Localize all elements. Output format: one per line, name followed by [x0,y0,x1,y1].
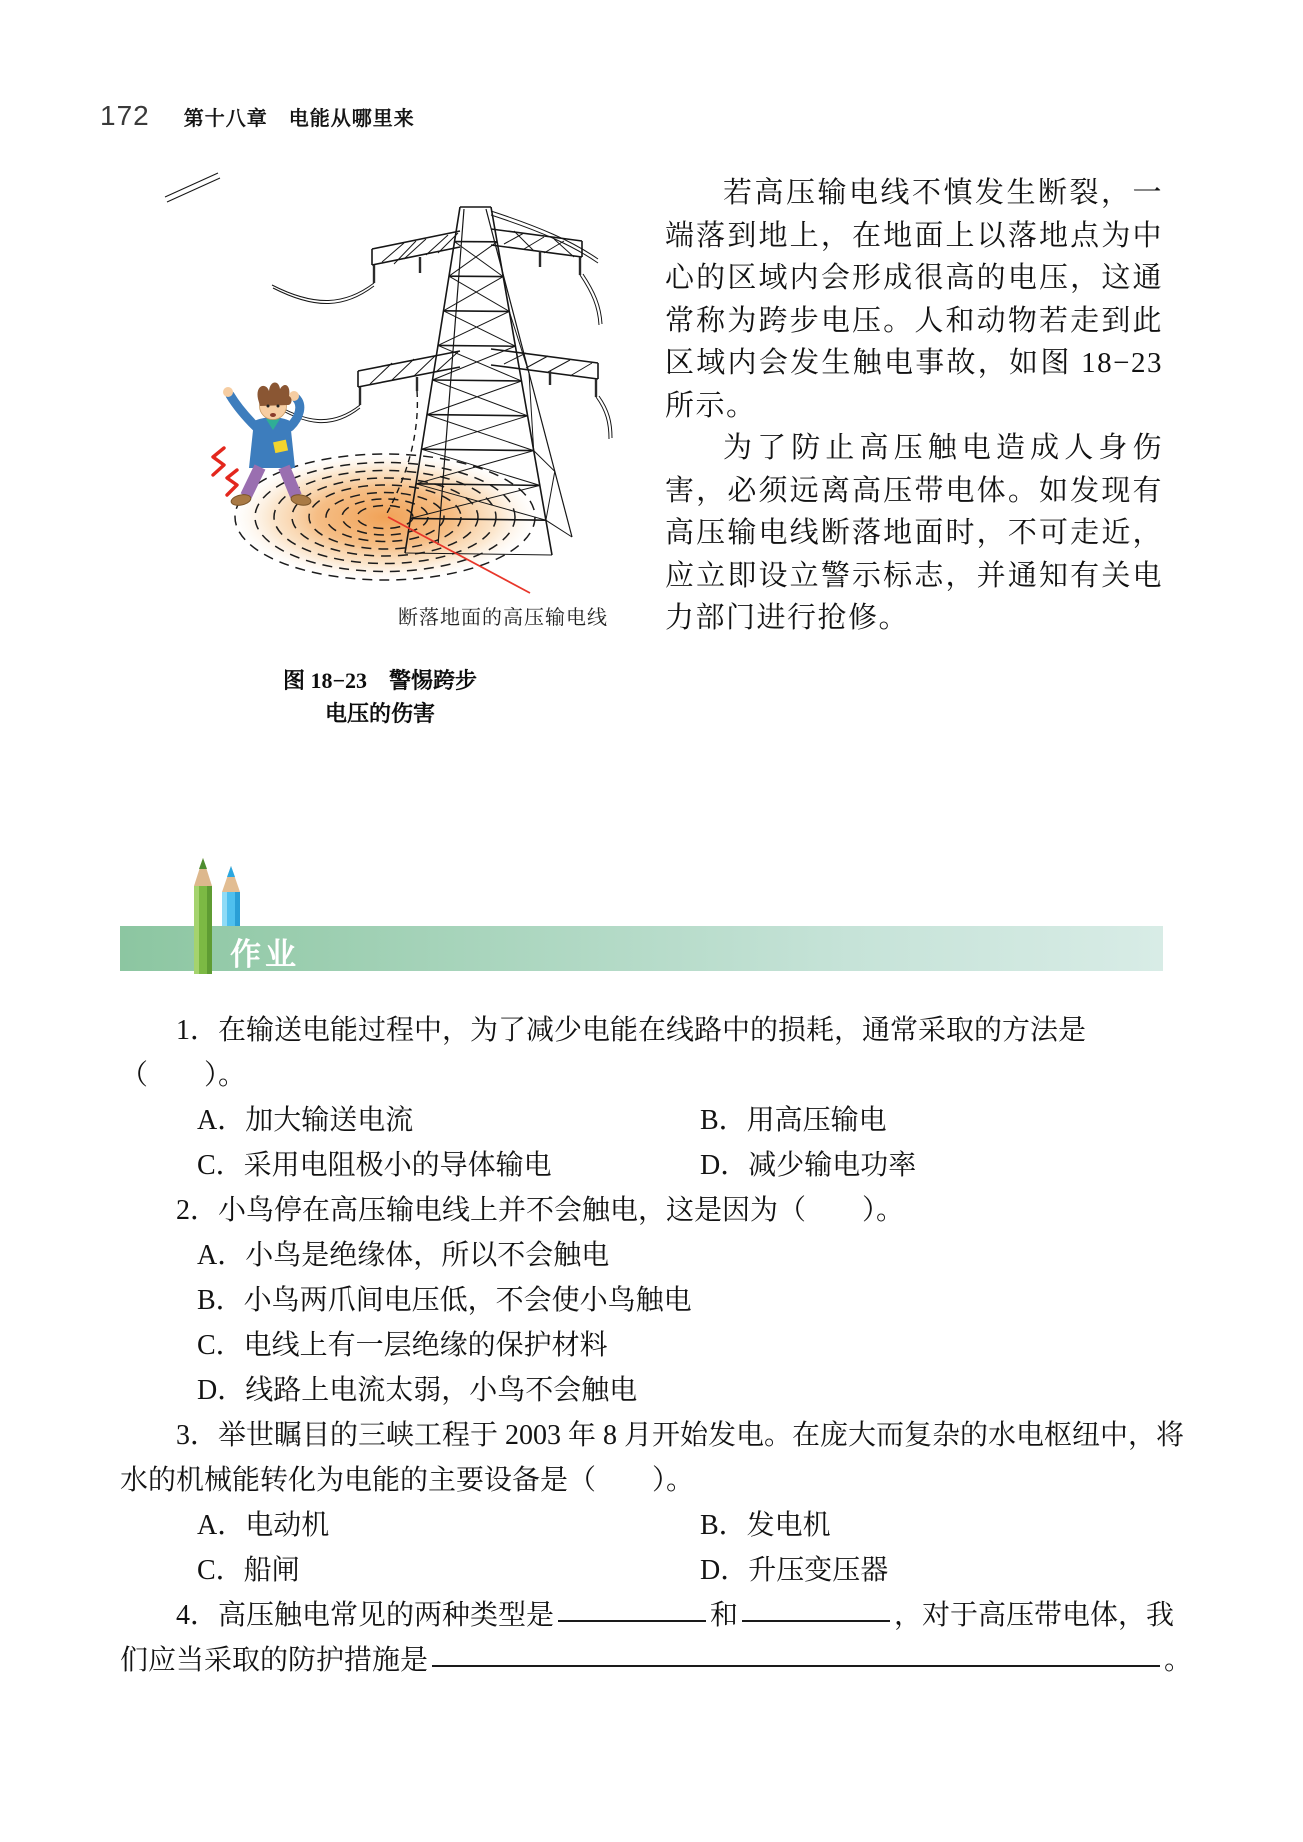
fill-in-blank [742,1618,890,1622]
option: B．用高压输电 [700,1105,887,1136]
electric-shock-marks [213,448,237,495]
paragraph-2: 为了防止高压触电造成人身伤害，必须远离高压带电体。如发现有高压输电线断落地面时，不可走近，应立即设立警示标志，并通知有关电力部门进行抢修。 [665,432,1163,634]
figure-caption [190,664,570,730]
fill-in-blank [432,1663,1160,1667]
figure-caption-line2: 电压的伤害 [324,701,435,726]
question-3-stem: 3．举世瞩目的三峡工程于 2003 年 8 月开始发电。在庞大而复杂的水电枢纽中，将水的机械能转化为电能的主要设备是（ ）。 [120,1420,1185,1496]
question-4-text: 们应当采取的防护措施是 [120,1645,429,1676]
question-4-text: 和 [710,1600,739,1631]
question-2-stem: 2．小鸟停在高压输电线上并不会触电，这是因为（ ）。 [176,1195,905,1226]
homework-title: 作业 [230,937,300,972]
option: B．发电机 [700,1510,831,1541]
step-voltage-illustration [120,165,640,635]
figure-caption-line1: 图 18−23 警惕跨步 [282,668,478,693]
option: D．升压变压器 [700,1555,889,1586]
body-text-column [665,172,1163,640]
question-4-text: ，对于高压带电体，我 [894,1600,1175,1631]
green-pencil-icon [186,856,220,976]
homework-banner [120,926,1163,971]
question-4-text: 4．高压触电常见的两种类型是 [176,1600,555,1631]
option: C．采用电阻极小的导体输电 [197,1150,552,1181]
question-4-text: 。 [1164,1645,1193,1676]
chapter-title: 第十八章 电能从哪里来 [183,108,415,130]
option: A．电动机 [197,1510,330,1541]
fill-in-blank [558,1618,706,1622]
question-4-line2 [120,1638,1192,1683]
page-header [100,100,415,132]
option: A．加大输送电流 [197,1105,414,1136]
question-2-options [120,1233,1192,1413]
page-number: 172 [100,100,150,131]
paragraph-1: 若高压输电线不慎发生断裂，一端落到地上，在地面上以落地点为中心的区域内会形成很高的电压，这通常称为跨步电压。人和动物若走到此区域内会发生触电事故，如图 18−23 所示。 [665,177,1163,422]
option: C．船闸 [197,1555,300,1586]
question-4-line1 [120,1593,1192,1638]
option: D．减少输电功率 [700,1150,917,1181]
question-3-options [120,1503,1192,1593]
question-1-stem: 1．在输送电能过程中，为了减少电能在线路中的损耗，通常采取的方法是（ ）。 [120,1015,1087,1091]
figure-label: 断落地面的高压输电线 [398,607,608,629]
option: B．小鸟两爪间电压低，不会使小鸟触电 [197,1285,692,1316]
option: D．线路上电流太弱，小鸟不会触电 [197,1375,638,1406]
option: C．电线上有一层绝缘的保护材料 [197,1330,608,1361]
question-1-options [120,1098,1192,1188]
option: A．小鸟是绝缘体，所以不会触电 [197,1240,610,1271]
homework-questions [120,1008,1192,1683]
